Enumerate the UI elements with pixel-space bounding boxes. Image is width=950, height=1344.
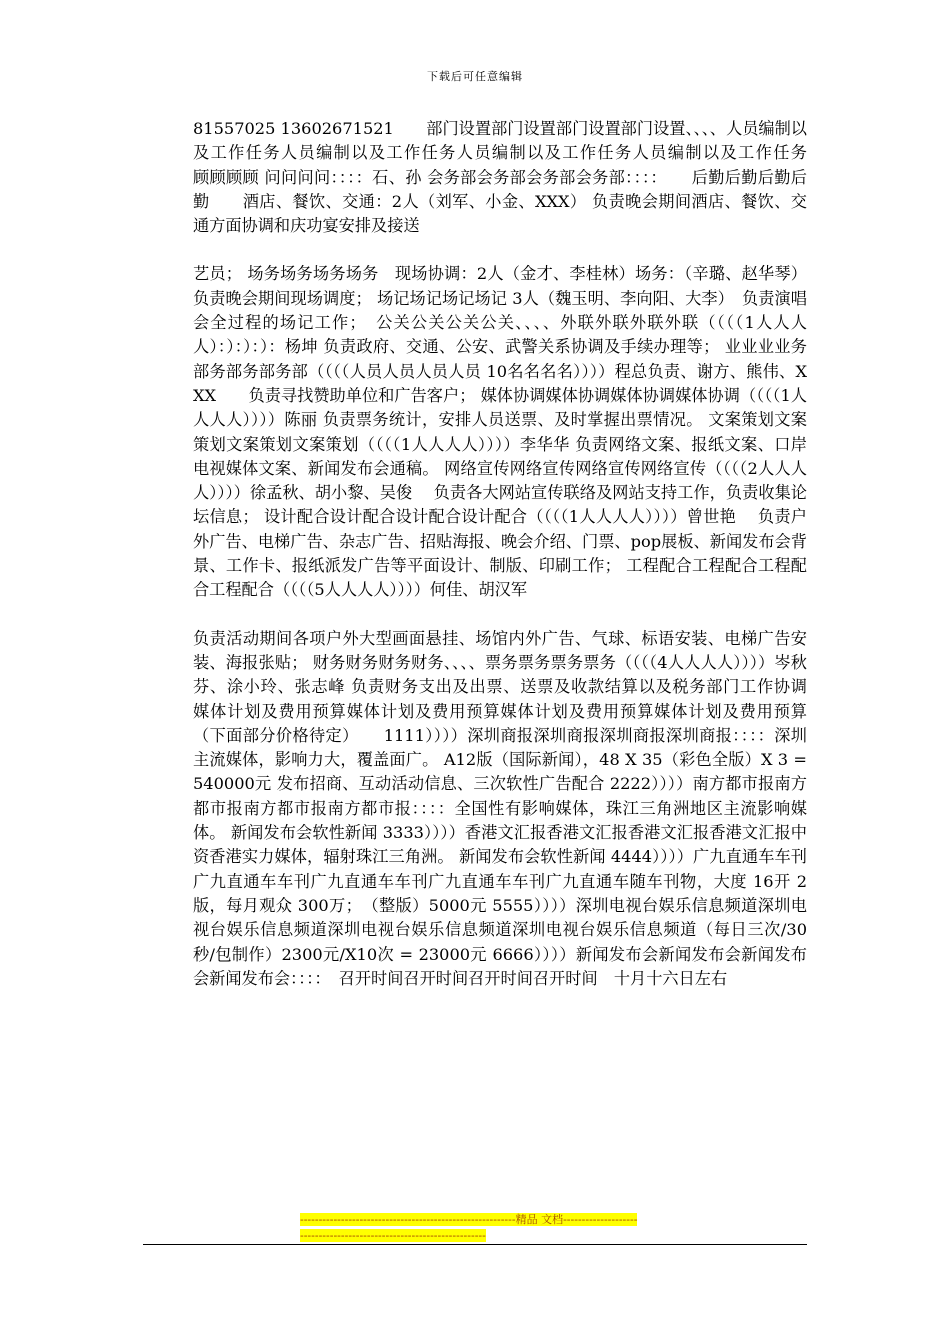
document-body [193,117,856,991]
paragraph-3: 负责活动期间各项户外大型画面悬挂、场馆内外广告、气球、标语安装、电梯广告安装、海报张贴； 财务财务财务财务、、、、票务票务票务票务（（（（4人人人人））））岑秋芬、涂小玲、张志峰 负责财务支出及出票、送票及收款结算以及税务部门工作协调 媒体计划及费用预算媒体计划及费用预算媒体计划及费用预算媒体计划及费用预算（下面部分价格待定） 1111））））深圳商报深圳商报深圳商报深圳商报：：：：深圳主流媒体，影响力大，覆盖面广。 A12版（国际新闻），48 X 35（彩色全版）X 3 = 540000元 发布招商、互动活动信息、三次软性广告配合 2222））））南方都市报南方都市报南方都市报南方都市报：：：：全国性有影响媒体，珠江三角洲地区主流影响媒体。 新闻发布会软性新闻 3333））））香港文汇报香港文汇报香港文汇报香港文汇报中资香港实力媒体，辐射珠江三角洲。 新闻发布会软性新闻 4444））））广九直通车车刊广九直通车车刊广九直通车车刊广九直通车车刊广九直通车随车刊物，大度 16开 2版，每月观众 300万； （整版）5000元 5555））））深圳电视台娱乐信息频道深圳电视台娱乐信息频道深圳电视台娱乐信息频道深圳电视台娱乐信息频道（每日三次/30秒/包制作）2300元/X10次 = 23000元 6666））））新闻发布会新闻发布会新闻发布会新闻发布会：：：： 召开时间召开时间召开时间召开时间 十月十六日左右 [193,628,856,988]
paragraph-2: 艺员； 场务场务场务场务 现场协调：2人（金才、李桂林）场务：（辛璐、赵华琴） 负责晚会期间现场调度； 场记场记场记场记 3人（魏玉明、李向阳、大李） 负责演唱会全过程的场记工作； 公关公关公关公关、、、、外联外联外联外联（（（（1人人人人）：）：）：）：杨坤 负责政府、交通、公安、武警关系协调及手续办理等； 业业业业务部务部务部务部（（（（人员人员人员人员 10名名名名））））程总负责、谢方、熊伟、XXX 负责寻找赞助单位和广告客户； 媒体协调媒体协调媒体协调媒体协调（（（（1人人人人））））陈丽 负责票务统计，安排人员送票、及时掌握出票情况。 文案策划文案策划文案策划文案策划（（（（1人人人人））））李华华 负责网络文案、报纸文案、口岸电视媒体文案、新闻发布会通稿。 网络宣传网络宣传网络宣传网络宣传（（（（2人人人人））））徐孟秋、胡小黎、吴俊 负责各大网站宣传联络及网站支持工作，负责收集论坛信息； 设计配合设计配合设计配合设计配合（（（（1人人人人））））曾世艳 负责户外广告、电梯广告、杂志广告、招贴海报、晚会介绍、门票、pop展板、新闻发布会背景、工作卡、报纸派发广告等平面设计、制版、印刷工作； 工程配合工程配合工程配合工程配合（（（（5人人人人））））何佳、胡汉军 [193,264,807,600]
footer-watermark [300,1212,640,1244]
footer-watermark-text: ----------------------------------------------------------精品 文档---------------------------------------------------------------------- [300,1213,638,1242]
footer-divider [143,1244,807,1245]
paragraph-1: 81557025 13602671521 部门设置部门设置部门设置部门设置、、、、人员编制以及工作任务人员编制以及工作任务人员编制以及工作任务人员编制以及工作任务 顾顾顾顾 问问问问：：：：石、孙 会务部会务部会务部会务部：：：： 后勤后勤后勤后勤 酒店、餐饮、交通：2人（刘军、小金、XXX） 负责晚会期间酒店、餐饮、交通方面协调和庆功宴安排及接送 [193,119,840,236]
header-note: 下载后可任意编辑 [427,70,523,83]
